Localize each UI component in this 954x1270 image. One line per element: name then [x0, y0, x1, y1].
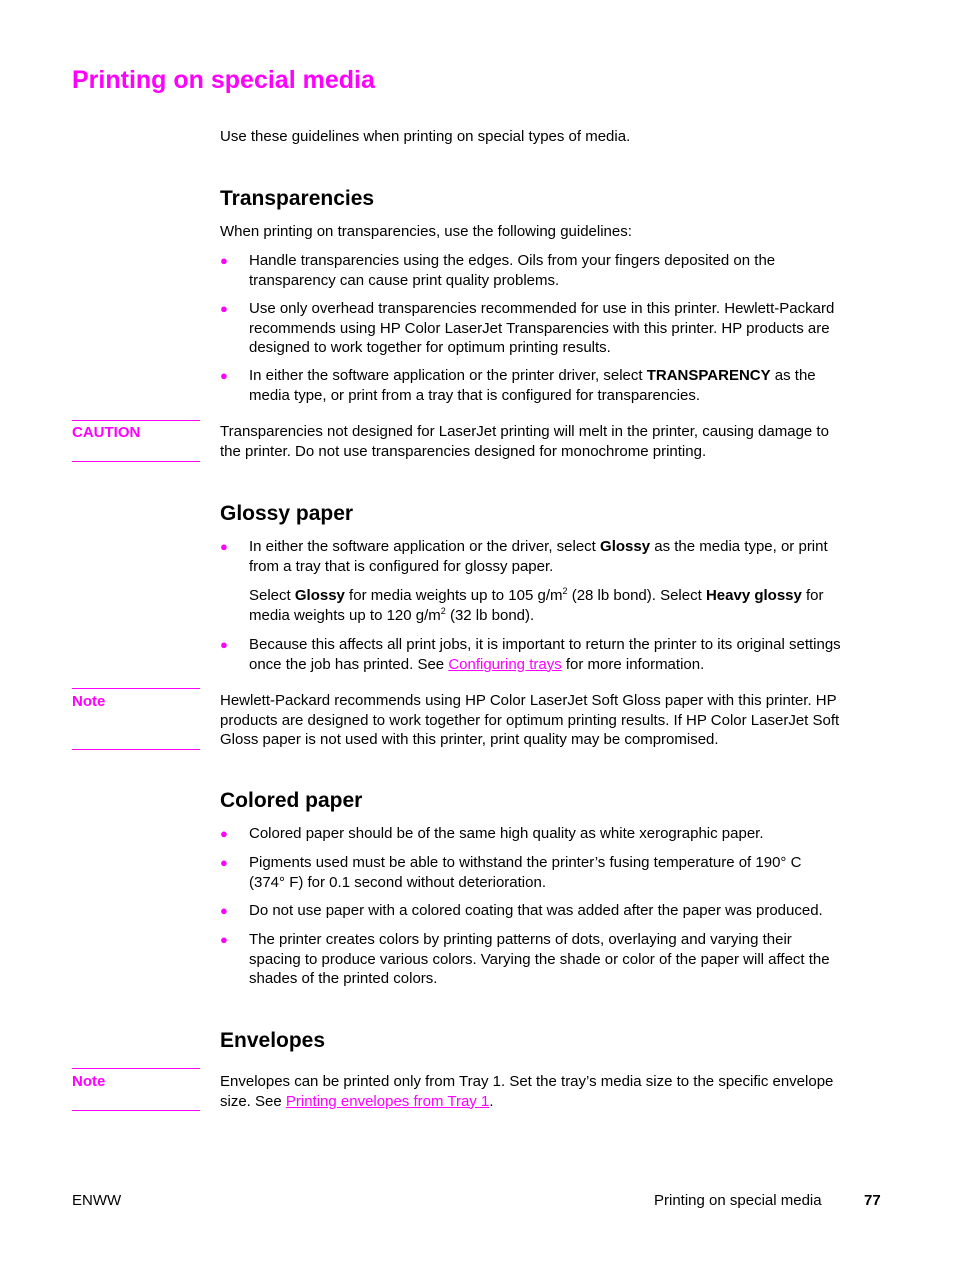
envelopes-note-text: Envelopes can be printed only from Tray 1. Set the tray’s media size to the specific envelope size. See Printing envelopes from Tray 1. — [220, 1073, 834, 1110]
colored-heading: Colored paper — [220, 789, 363, 812]
footer-section: Printing on special media — [654, 1192, 822, 1209]
page-number: 77 — [864, 1192, 881, 1209]
caution-bottom-rule — [72, 461, 200, 462]
caution-top-rule — [72, 420, 200, 421]
caution-label: CAUTION — [72, 424, 141, 441]
note-top-rule — [72, 688, 200, 689]
bullet-icon: ● — [220, 903, 228, 918]
transparencies-heading: Transparencies — [220, 187, 375, 210]
intro-text: Use these guidelines when printing on special types of media. — [220, 128, 631, 145]
note-label: Note — [72, 693, 106, 710]
note-top-rule — [72, 1068, 200, 1069]
note-label: Note — [72, 1073, 106, 1090]
bullet-icon: ● — [220, 826, 228, 841]
note-bottom-rule — [72, 1110, 200, 1111]
bullet-icon: ● — [220, 932, 228, 947]
bullet-icon: ● — [220, 368, 228, 383]
glossy-heading: Glossy paper — [220, 502, 354, 525]
bullet-icon: ● — [220, 301, 228, 316]
envelopes-heading: Envelopes — [220, 1029, 326, 1052]
transparencies-lead: When printing on transparencies, use the following guidelines: — [220, 223, 632, 240]
caution-text: Transparencies not designed for LaserJet printing will melt in the printer, causing damage to the printer. Do not use transparencies designed for monochrome printing. — [220, 423, 829, 460]
footer-left: ENWW — [72, 1192, 122, 1209]
note-bottom-rule — [72, 749, 200, 750]
printing-envelopes-link[interactable]: Printing envelopes from Tray 1 — [285, 1092, 490, 1110]
bullet-icon: ● — [220, 855, 228, 870]
page-title: Printing on special media — [72, 66, 375, 94]
configuring-trays-link[interactable]: Configuring trays — [448, 655, 562, 673]
bullet-icon: ● — [220, 539, 228, 554]
bullet-icon: ● — [220, 253, 228, 268]
glossy-weights-text: Select Glossy for media weights up to 105 $g/m^2$ (28 lb bond). Select Heavy glossy for media weights up to 120 $g/m^2$ (32 lb bond). — [249, 586, 824, 624]
note-text: Hewlett-Packard recommends using HP Color LaserJet Soft Gloss paper with this printer. HP products are designed to work together for optimum printing results. If HP Color LaserJet Soft Gloss paper is not used with this printer, print quality may be compromised. — [220, 692, 840, 748]
bullet-icon: ● — [220, 637, 228, 652]
